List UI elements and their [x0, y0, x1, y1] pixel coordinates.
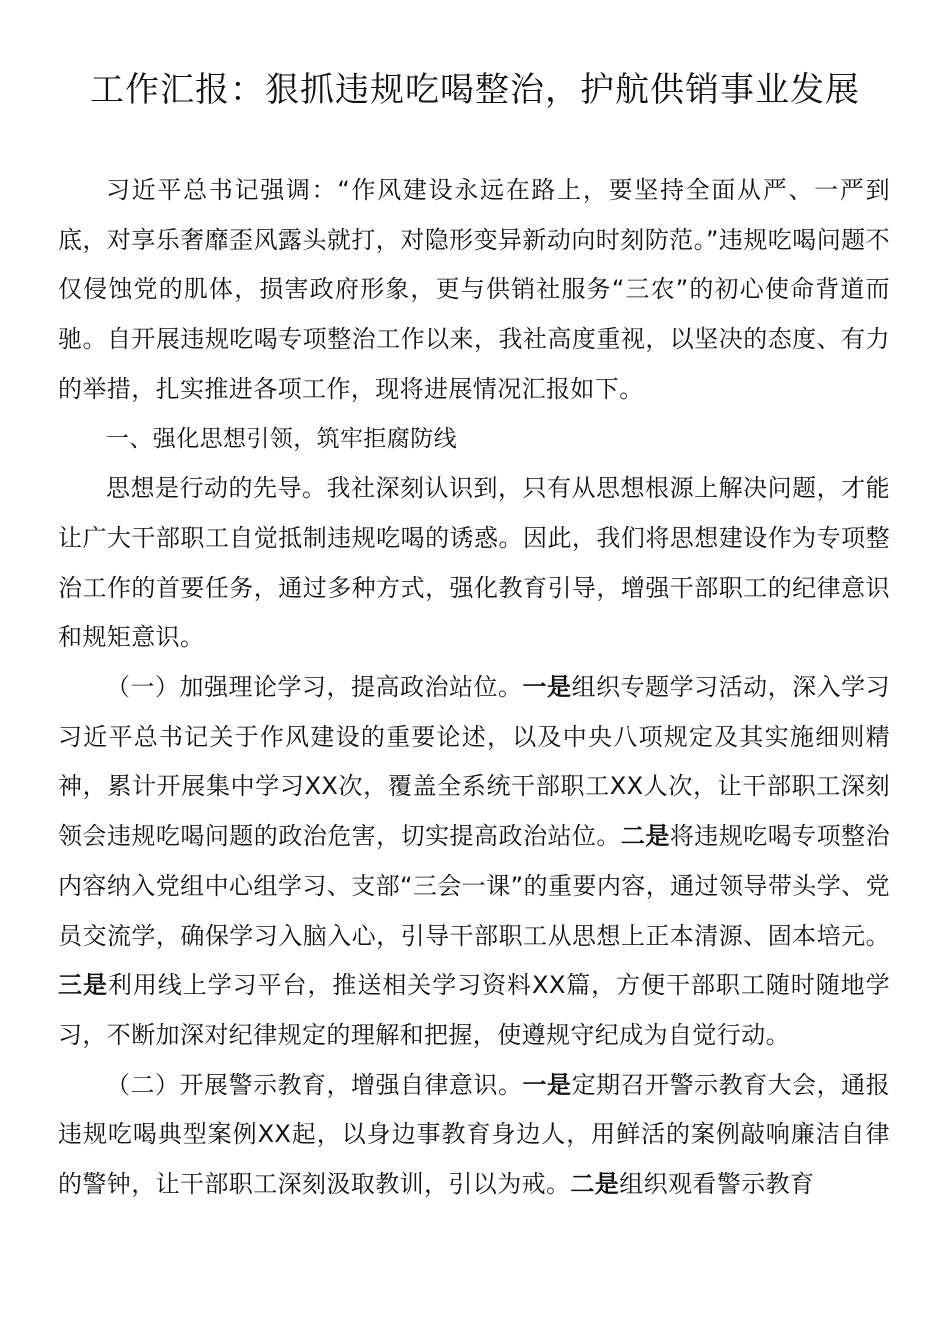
item-marker: 二是: [570, 1170, 620, 1199]
document-title: 工作汇报：狠抓违规吃喝整治，护航供销事业发展: [90, 70, 860, 110]
item-text: 将违规吃喝专项整治内容纳入党组中心组学习、支部“三会一课”的重要内容，通过领导带头学、党员交流学，确保学习入脑入心，引导干部职工从思想上正本清源、固本培元。: [58, 822, 890, 950]
section-heading: 一、强化思想引领，筑牢拒腐防线: [106, 425, 457, 452]
item-marker: 二是: [620, 822, 670, 851]
item-marker: 一是: [522, 1070, 572, 1099]
subsection-lead: （一）加强理论学习，提高政治站位。: [106, 673, 523, 702]
item-text: 组织专题学习活动，深入学习习近平总书记关于作风建设的重要论述，以及中央八项规定及其实施细则精神，累计开展集中学习XX次，覆盖全系统干部职工XX人次，让干部职工深刻领会违规吃喝问题的政治危害，切实提高政治站位。: [58, 673, 890, 851]
item-text: 定期召开警示教育大会，通报违规吃喝典型案例XX起，以身边事教育身边人，用鲜活的案例敲响廉洁自律的警钟，让干部职工深刻汲取教训，引以为戒。: [58, 1070, 890, 1199]
item-marker: 一是: [522, 673, 572, 702]
item-text: 组织观看警示教育: [619, 1170, 815, 1199]
subsection-paragraph-1: [58, 663, 890, 1061]
item-text: 利用线上学习平台，推送相关学习资料XX篇，方便干部职工随时随地学习，不断加深对纪律规定的理解和把握，使遵规守纪成为自觉行动。: [58, 971, 890, 1049]
document-body: [58, 166, 890, 1210]
intro-paragraph: 习近平总书记强调：“作风建设永远在路上，要坚持全面从严、一严到底，对享乐奢靡歪风露头就打，对隐形变异新动向时刻防范。”违规吃喝问题不仅侵蚀党的肌体，损害政府形象，更与供销社服务“三农”的初心使命背道而驰。自开展违规吃喝专项整治工作以来，我社高度重视，以坚决的态度、有力的举措，扎实推进各项工作，现将进展情况汇报如下。: [58, 176, 890, 403]
section-intro-paragraph: 思想是行动的先导。我社深刻认识到，只有从思想根源上解决问题，才能让广大干部职工自觉抵制违规吃喝的诱惑。因此，我们将思想建设作为专项整治工作的首要任务，通过多种方式，强化教育引导，增强干部职工的纪律意识和规矩意识。: [58, 474, 890, 652]
item-marker: 三是: [58, 971, 108, 1000]
subsection-paragraph-2: [58, 1061, 890, 1210]
subsection-lead: （二）开展警示教育，增强自律意识。: [106, 1070, 523, 1099]
